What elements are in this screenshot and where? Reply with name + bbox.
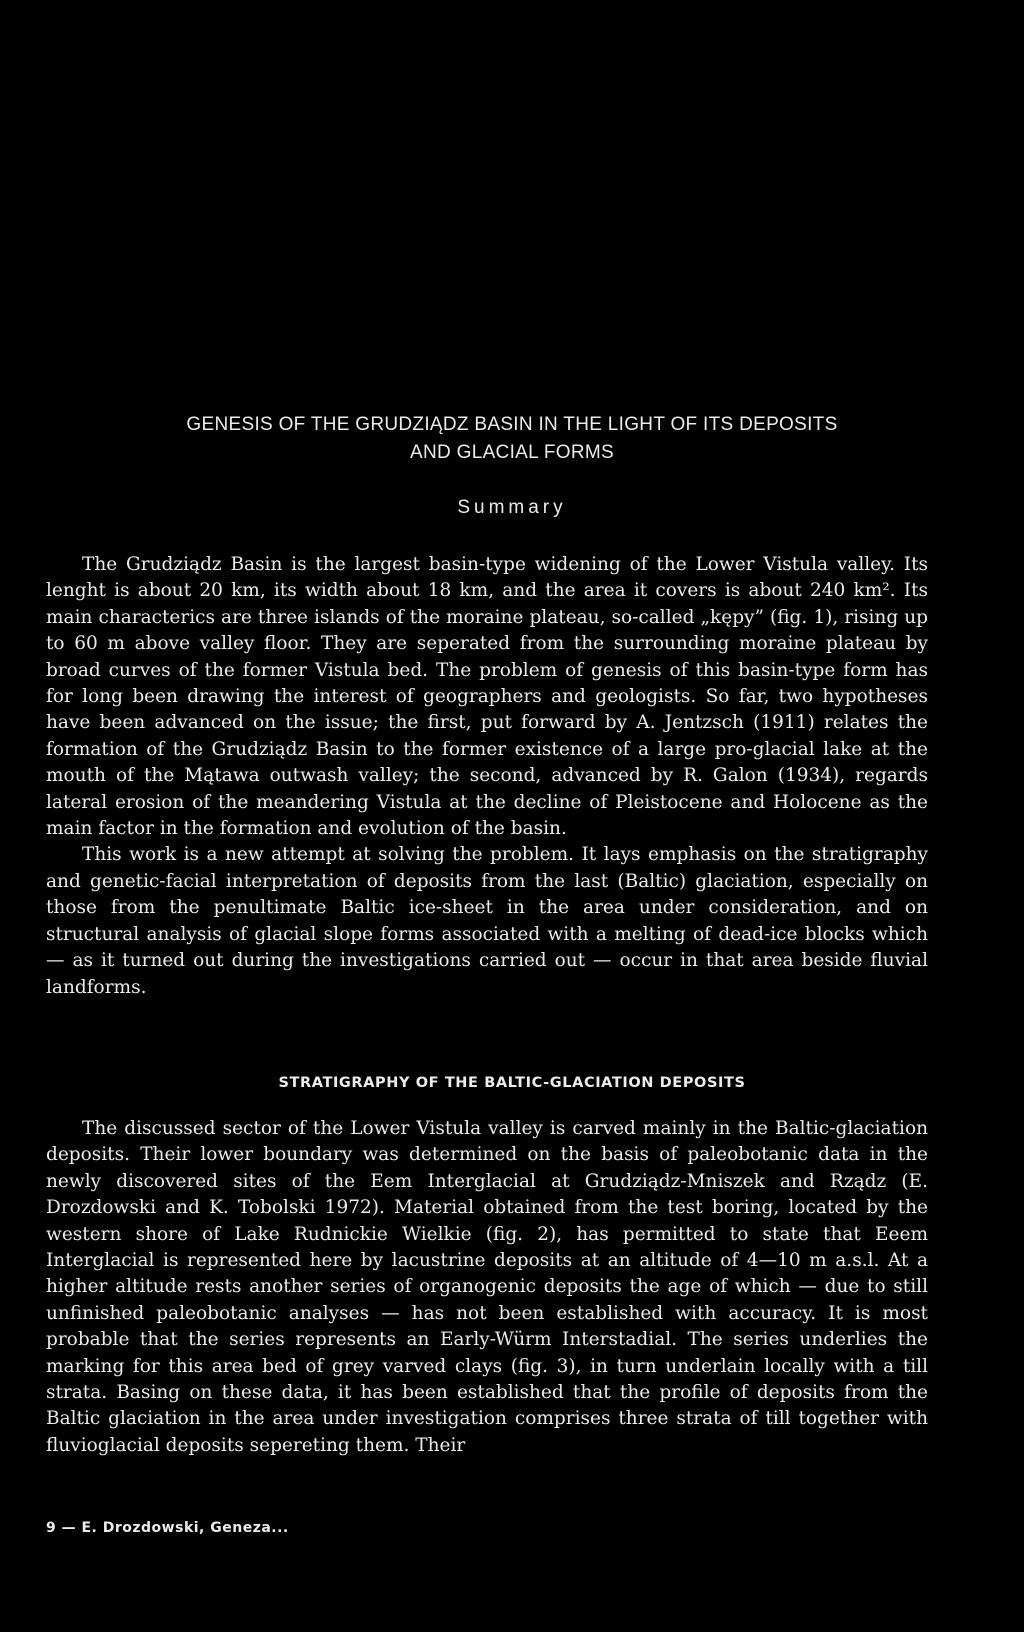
summary-heading: Summary bbox=[457, 497, 567, 518]
summary-paragraph-2: This work is a new attempt at solving the problem. It lays emphasis on the stratigraphy and genetic-facial interpretation of deposits from the last (Baltic) glaciation, especially on those from the penultimate Baltic ice-sheet in the area under consideration, and on structural analysis of glacial slope forms associated with a melting of dead-ice blocks which — as it turned out during the investigations carried out — occur in that area beside fluvial landforms. bbox=[46, 844, 928, 998]
title-line-2: AND GLACIAL FORMS bbox=[410, 442, 614, 463]
stratigraphy-paragraph-1: The discussed sector of the Lower Vistula valley is carved mainly in the Baltic-glaciation deposits. Their lower boundary was determined on the basis of paleobotanic data in the newly discovered sites of the Eem Interglacial at Grudziądz-Mniszek and Rządz (E. Drozdowski and K. Tobolski 1972). Material obtained from the test boring, located by the western shore of Lake Rudnickie Wielkie (fig. 2), has permitted to state that Eeem Interglacial is represented here by lacustrine deposits at an altitude of 4—10 m a.s.l. At a higher altitude rests another series of organogenic deposits the age of which — due to still unfinished paleobotanic analyses — has not been established with accuracy. It is most probable that the series represents an Early-Würm Interstadial. The series underlies the marking for this area bed of grey varved clays (fig. 3), in turn underlain locally with a till strata. Basing on these data, it has been established that the profile of deposits from the Baltic glaciation in the area under investigation comprises three strata of till together with fluvioglacial deposits sepereting them. Their bbox=[46, 1118, 928, 1456]
document-title bbox=[40, 411, 984, 467]
title-line-1: GENESIS OF THE GRUDZIĄDZ BASIN IN THE LIGHT OF ITS DEPOSITS bbox=[186, 414, 838, 435]
section-heading-stratigraphy: STRATIGRAPHY OF THE BALTIC-GLACIATION DEPOSITS bbox=[278, 1075, 746, 1091]
summary-body bbox=[46, 552, 928, 1001]
stratigraphy-body bbox=[46, 1116, 928, 1459]
page-footer: 9 — E. Drozdowski, Geneza... bbox=[46, 1520, 289, 1536]
summary-paragraph-1: The Grudziądz Basin is the largest basin-type widening of the Lower Vistula valley. Its lenght is about 20 km, its width about 18 km, and the area it covers is about 240 km². Its main characterics are three islands of the moraine plateau, so-called „kępy” (fig. 1), rising up to 60 m above valley floor. They are seperated from the surrounding moraine plateau by broad curves of the former Vistula bed. The problem of genesis of this basin-type form has for long been drawing the interest of geographers and geologists. So far, two hypotheses have been advanced on the issue; the first, put forward by A. Jentzsch (1911) relates the formation of the Grudziądz Basin to the former existence of a large pro-glacial lake at the mouth of the Mątawa outwash valley; the second, advanced by R. Galon (1934), regards lateral erosion of the meandering Vistula at the decline of Pleistocene and Holocene as the main factor in the formation and evolution of the basin. bbox=[46, 554, 928, 840]
